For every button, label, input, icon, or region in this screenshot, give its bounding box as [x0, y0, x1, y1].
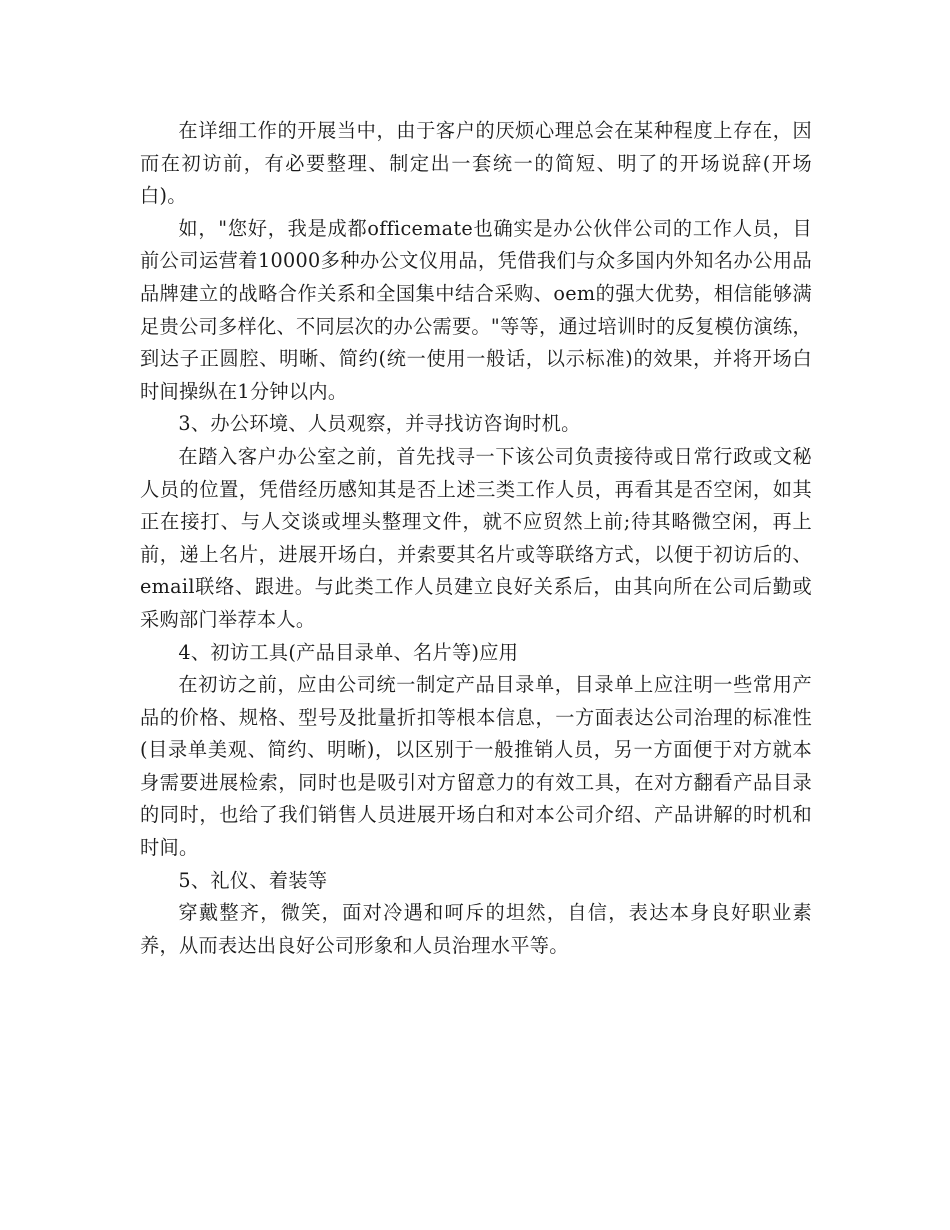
document-body	[140, 115, 812, 962]
paragraph-etiquette: 穿戴整齐，微笑，面对冷遇和呵斥的坦然，自信，表达本身良好职业素养，从而表达出良好公司形象和人员治理水平等。	[140, 901, 812, 957]
paragraph-sample-greeting: 如，"您好，我是成都officemate也确实是办公伙伴公司的工作人员，目前公司运营着10000多种办公文仪用品，凭借我们与众多国内外知名办公用品品牌建立的战略合作关系和全国集中结合采购、oem的强大优势，相信能够满足贵公司多样化、不同层次的办公需要。"等等，通过培训时的反复模仿演练，到达子正圆腔、明晰、简约(统一使用一般话，以示标准)的效果，并将开场白时间操纵在1分钟以内。	[140, 216, 812, 403]
heading-etiquette: 5、礼仪、着装等	[178, 868, 328, 892]
heading-visit-tools: 4、初访工具(产品目录单、名片等)应用	[178, 640, 519, 664]
paragraph-opening-remarks: 在详细工作的开展当中，由于客户的厌烦心理总会在某种程度上存在，因而在初访前，有必要整理、制定出一套统一的简短、明了的开场说辞(开场白)。	[140, 119, 812, 208]
paragraph-visit-tools: 在初访之前，应由公司统一制定产品目录单，目录单上应注明一些常用产品的价格、规格、型号及批量折扣等根本信息，一方面表达公司治理的标准性(目录单美观、简约、明晰)，以区别于一般推销人员，另一方面便于对方就本身需要进展检索，同时也是吸引对方留意力的有效工具，在对方翻看产品目录的同时，也给了我们销售人员进展开场白和对本公司介绍、产品讲解的时机和时间。	[140, 673, 812, 860]
heading-office-observation: 3、办公环境、人员观察，并寻找访咨询时机。	[178, 412, 581, 436]
paragraph-office-observation: 在踏入客户办公室之前，首先找寻一下该公司负责接待或日常行政或文秘人员的位置，凭借经历感知其是否上述三类工作人员，再看其是否空闲，如其正在接打、与人交谈或埋头整理文件，就不应贸然上前;待其略微空闲，再上前，递上名片，进展开场白，并索要其名片或等联络方式，以便于初访后的、email联络、跟进。与此类工作人员建立良好关系后，由其向所在公司后勤或采购部门举荐本人。	[140, 444, 812, 631]
